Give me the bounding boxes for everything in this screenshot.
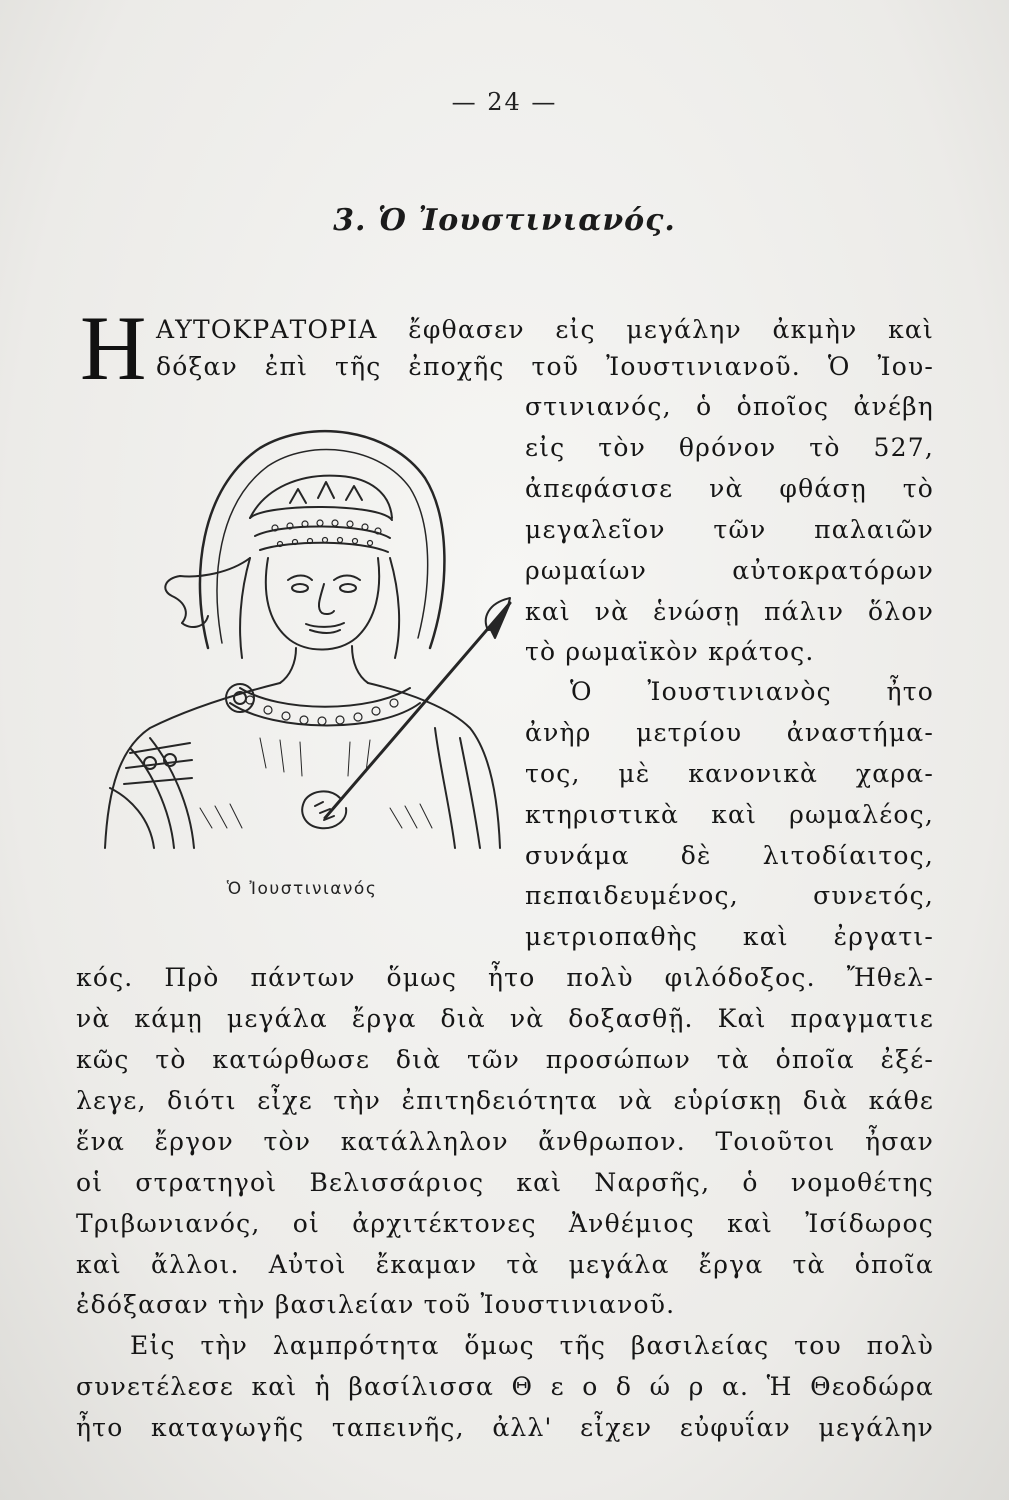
paragraph-1-line-7: ρωμαίων αὐτοκρατόρων <box>525 556 934 585</box>
paragraph-2-line-12: ἕνα ἔργον τὸν κατάλληλον ἄνθρωπον. Τοιοῦτοι ἦσαν <box>76 1127 934 1156</box>
paragraph-2-line-14: Τριβωνιανός, οἱ ἀρχιτέκτονες Ἀνθέμιος καὶ Ἰσίδωρος <box>76 1209 934 1238</box>
paragraph-2-line-1: Ὁ Ἰουστινιανὸς ἦτο <box>570 677 934 706</box>
paragraph-1-line-3: στινιανός, ὁ ὁποῖος ἀνέβη <box>525 392 934 421</box>
drop-initial: Η <box>80 297 147 399</box>
paragraph-2-line-3: τος, μὲ κανονικὰ χαρα- <box>525 759 934 788</box>
paragraph-2-line-2: ἀνὴρ μετρίου ἀναστήμα- <box>525 718 934 747</box>
paragraph-1-line-5: ἀπεφάσισε νὰ φθάσῃ τὸ <box>525 474 934 503</box>
paragraph-3-line-3: ἦτο καταγωγῆς ταπεινῆς, ἀλλ' εἶχεν εὐφυΐαν μεγάλην <box>76 1413 934 1442</box>
figure-caption: Ὁ Ἰουστινιανός <box>226 879 378 899</box>
page-number: — 24 — <box>451 88 558 116</box>
paragraph-2-line-8: κός. Πρὸ πάντων ὅμως ἦτο πολὺ φιλόδοξος. Ἤθελ- <box>76 963 934 992</box>
justinian-portrait-illustration <box>90 408 530 878</box>
chapter-title: 3. Ὁ Ἰουστινιανός. <box>333 203 676 238</box>
paragraph-1-line-2: δόξαν ἐπὶ τῆς ἐποχῆς τοῦ Ἰουστινιανοῦ. Ὁ Ἰου- <box>156 352 934 381</box>
paragraph-2-line-6: πεπαιδευμένος, συνετός, <box>525 881 934 910</box>
paragraph-2-line-9: νὰ κάμῃ μεγάλα ἔργα διὰ νὰ δοξασθῇ. Καὶ πραγματιε <box>76 1004 934 1033</box>
paragraph-2-line-15: καὶ ἄλλοι. Αὐτοὶ ἔκαμαν τὰ μεγάλα ἔργα τὰ ὁποῖα <box>76 1250 934 1279</box>
paragraph-1-line-8: καὶ νὰ ἑνώσῃ πάλιν ὅλον <box>525 597 934 626</box>
paragraph-2-line-7: μετριοπαθὴς καὶ ἐργατι- <box>525 922 934 951</box>
paragraph-1-line-4: εἰς τὸν θρόνον τὸ 527, <box>525 433 934 462</box>
paragraph-3-line-1: Εἰς τὴν λαμπρότητα ὅμως τῆς βασιλείας του πολὺ <box>130 1331 934 1360</box>
paragraph-2-line-16: ἐδόξασαν τὴν βασιλείαν τοῦ Ἰουστινιανοῦ. <box>76 1290 676 1319</box>
paragraph-2-line-11: λεγε, διότι εἶχε τὴν ἐπιτηδειότητα νὰ εὑρίσκῃ διὰ κάθε <box>76 1086 934 1115</box>
paragraph-2-line-10: κῶς τὸ κατώρθωσε διὰ τῶν προσώπων τὰ ὁποῖα ἐξέ- <box>76 1045 934 1074</box>
paragraph-1-line-9: τὸ ρωμαϊκὸν κράτος. <box>525 637 815 666</box>
paragraph-2-line-13: οἱ στρατηγοὶ Βελισσάριος καὶ Ναρσῆς, ὁ νομοθέτης <box>76 1168 934 1197</box>
paragraph-1-line-1: ΑΥΤΟΚΡΑΤΟΡΙΑ ἔφθασεν εἰς μεγάλην ἀκμὴν καὶ <box>156 315 934 344</box>
paragraph-2-line-5: συνάμα δὲ λιτοδίαιτος, <box>525 841 934 870</box>
paragraph-3-line-2: συνετέλεσε καὶ ἡ βασίλισσα Θ ε ο δ ώ ρ α. Ἡ Θεοδώρα <box>76 1372 934 1401</box>
paragraph-1-line-6: μεγαλεῖον τῶν παλαιῶν <box>525 515 934 544</box>
paragraph-2-line-4: κτηριστικὰ καὶ ρωμαλέος, <box>525 800 934 829</box>
